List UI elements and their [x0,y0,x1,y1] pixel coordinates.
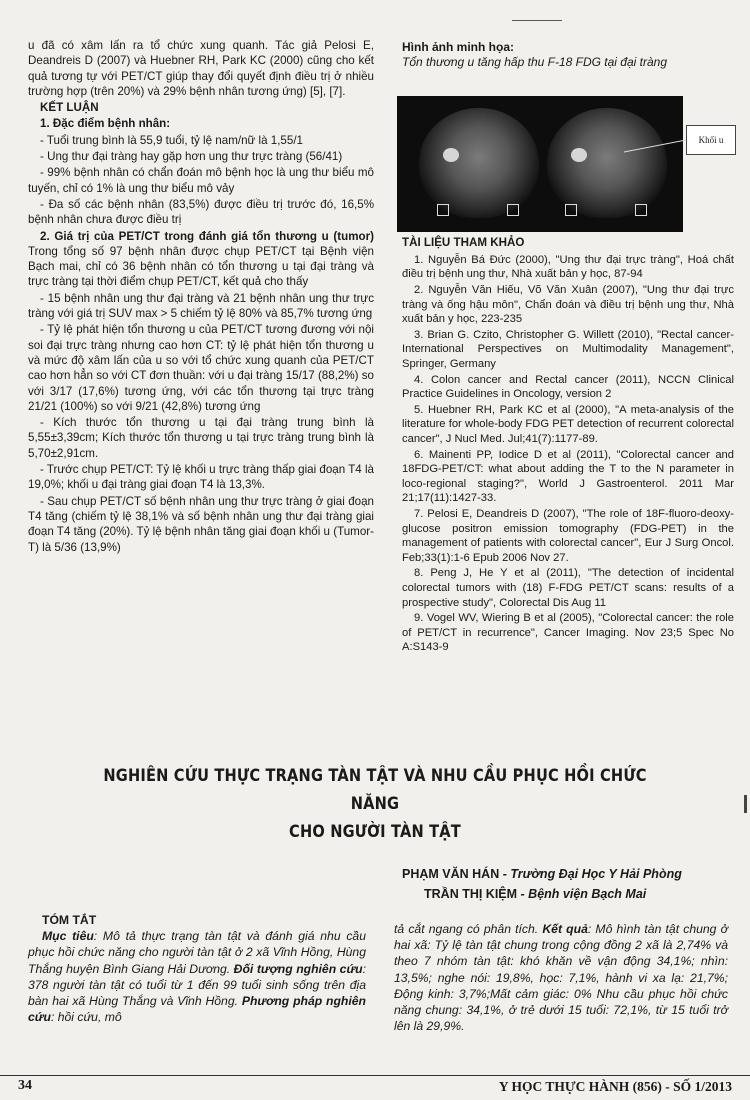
tumor-callout-label: Khối u [686,125,736,155]
s2-item: - 15 bệnh nhân ung thư đại tràng và 21 bệnh nhân ung thư trực tràng với giá trị SUV max > 5 chiếm tỷ lệ 80% và 85,7% tương ứng [28,291,374,321]
article-title-line1: NGHIÊN CỨU THỰC TRẠNG TÀN TẬT VÀ NHU CẦU PHỤC HỒI CHỨC NĂNG [103,766,647,814]
scan-marker-icon [565,204,577,216]
reference-item [402,507,734,565]
reference-item [402,328,734,372]
illustration-title: Hình ảnh minh họa: [402,40,514,54]
subjects-label: Đối tượng nghiên cứu [233,961,363,976]
results-label: Kết quả [542,922,588,936]
reference-number: 2. [414,284,424,297]
tumor-uptake-left [443,148,459,162]
article-title [78,762,671,846]
reference-item [402,566,734,610]
subjects-text: : 378 người tàn tật có tuổi từ 1 đến 99 tuổi sinh sống trên địa bàn hai xã Hùng Thắng và Vĩnh Hồng. [28,961,366,1009]
pet-ct-figure [397,96,683,232]
author-2-name: TRẦN THỊ KIỆM [424,887,518,901]
page-number: 34 [18,1078,32,1093]
s2-item: - Sau chụp PET/CT số bệnh nhân ung thư trực tràng ở giai đoạn T4 tăng (chiếm tỷ lệ 38,1% và số bệnh nhân ung thư đại tràng giai đoạn T4 tăng (20%). Tỷ lệ bệnh nhân tăng giai đoạn khối u (Tumor-T) là 5/36 (13,9%) [28,494,374,554]
reference-text: Nguyễn Bá Đức (2000), "Ung thư đại trực tràng", Hoá chất điều trị bệnh ung thư, Nhà xuất bản y học, 87-94 [402,253,734,281]
author-1 [380,864,725,884]
summary-body [28,928,366,1025]
author-1-affiliation: - Trường Đại Học Y Hải Phòng [499,867,682,881]
scan-marker-icon [437,204,449,216]
footer-rule [0,1075,750,1076]
author-2 [380,884,725,904]
section1-heading: 1. Đặc điểm bệnh nhân: [40,117,171,131]
s1-item: - Đa số các bệnh nhân (83,5%) được điều trị trước đó, 16,5% bệnh nhân chưa được điều trị [28,197,374,227]
s2-item: - Trước chụp PET/CT: Tỷ lệ khối u trực tràng thấp giai đoạn T4 là 19,0%; khối u đại tràng giai đoạn T4 là 13,3%. [28,463,374,492]
intro-paragraph: u đã có xâm lấn ra tổ chức xung quanh. Tác giả Pelosi E, Deandreis D (2007) và Huebner RH, Park KC (2000) cũng cho kết quả tương tự với PET/CT giúp thay đổi quyết định điều trị ở nhiều trường hợp (trên 20%) và 29% bệnh nhân tương ứng) [5], [7]. [28,39,374,98]
journal-name: Y HỌC THỰC HÀNH (856) - SỐ 1/2013 [498,1079,732,1094]
reference-text: Colon cancer and Rectal cancer (2011), NCCN Clinical Practice Guidelines in Oncology, version 2 [402,373,735,401]
s1-item: - Tuổi trung bình là 55,9 tuổi, tỷ lệ nam/nữ là 1,55/1 [40,133,303,147]
reference-number: 1. [414,253,424,266]
reference-text: Brian G. Czito, Christopher G. Willett (2010), "Rectal cancer-International Perspectives on Multimodality Management", Springer, Germany [402,328,735,371]
reference-item [402,611,734,655]
reference-number: 5. [414,403,424,416]
results-text: : Mô hình tàn tật chung ở hai xã: Tỷ lệ tàn tật chung trong cộng đồng 2 xã là 2,74% và theo 7 nhóm tàn tật: khó khăn về vận động 34,1%; nhìn: 13,5%; nghe nói: 19,8%, học: 7,1%, hành vi xa lạ: 21,7%; Động kinh: 3,7%;Mất cảm giác: 0% Nhu cầu phục hồi chức năng chung: 34,1%, ở trẻ dưới 15 tuổi: 72,1%, từ 15 tuổi trở lên là 29,9%. [394,922,728,1034]
reference-text: Pelosi E, Deandreis D (2007), "The role of 18F-fluoro-deoxy-glucose positron emission tomography (FDG-PET) in the management of patients with colorectal cancer", Eur J Surg Oncol. Feb;33(1):1-6 Epub 2006 Nov 27. [402,507,734,564]
authors-block [380,864,725,904]
reference-item [402,253,734,282]
section2-heading: 2. Giá trị của PET/CT trong đánh giá tổn thương u (tumor) [40,229,374,243]
author-2-affiliation: - Bệnh viện Bạch Mai [517,887,647,901]
s1-item: - Ung thư đại tràng hay gặp hơn ung thư trực tràng (56/41) [40,150,343,164]
reference-number: 7. [414,507,424,520]
reference-text: Nguyễn Văn Hiếu, Võ Văn Xuân (2007), "Ung thư đại trực tràng và ống hậu môn", Chẩn đoán và điều trị bệnh ung thư, Nhà xuất bản y học, 223-235 [402,284,734,326]
edge-mark [744,795,747,813]
method-label: Phương pháp nghiên cứu [28,994,366,1025]
abstract-right [394,921,728,1034]
s1-item: - 99% bệnh nhân có chẩn đoán mô bệnh học là ung thư biểu mô tuyến, chỉ có 1% là ung thư biểu mô vảy [28,166,374,195]
method-text: : hồi cứu, mô [50,1010,122,1025]
conclusion-heading: KẾT LUẬN [40,101,99,115]
method-continued: tả cắt ngang có phân tích. [394,922,543,936]
article-title-line2: CHO NGƯỜI TÀN TẬT [289,822,461,842]
reference-item [402,403,734,447]
ct-scan-right [547,108,667,218]
summary-heading: TÓM TẮT [42,913,97,927]
reference-number: 6. [414,448,424,461]
header-rule [512,20,562,21]
scan-marker-icon [635,204,647,216]
abstract-left [28,912,366,1025]
left-column [28,38,374,556]
illustration-caption: Tổn thương u tăng hấp thu F-18 FDG tại đại tràng [402,55,668,70]
ct-scan-left [419,108,539,218]
reference-item [402,448,734,506]
objective-text: : Mô tả thực trạng tàn tật và đánh giá nhu cầu phục hồi chức năng cho người tàn tật ở 2 xã Vĩnh Hồng, Hùng Thắng huyện Bình Giang Hải Dương. [28,929,366,976]
section2-paragraph [28,229,374,290]
s2-item: - Kích thước tổn thương u tại đại tràng trung bình là 5,55±3,39cm; Kích thước tổn thương u tại trực tràng trung bình là 5,70±2,91cm. [28,416,374,460]
section2-text: Trong tổng số 97 bệnh nhân được chụp PET/CT tại Bệnh viện Bạch mai, chỉ có 36 bệnh nhân có tổn thương u tại đại tràng và trực tràng tại thời điểm chụp PET/CT, kết quả cho thấy [28,244,374,289]
reference-number: 8. [414,567,424,580]
reference-item [402,373,734,402]
reference-item [402,283,734,327]
callout-arrow-icon [620,130,690,160]
reference-text: Vogel WV, Wiering B et al (2005), "Colorectal cancer: the role of PET/CT in recurrence", Cancer Imaging. Nov 23;5 Spec No A:S143-9 [402,612,735,654]
scan-marker-icon [507,204,519,216]
reference-number: 4. [414,373,424,386]
s2-item: - Tỷ lệ phát hiện tổn thương u của PET/CT tương đương với nội soi đại trực tràng nhưng cao hơn CT: tỷ lệ phát hiện tổn thương u và mức độ xâm lấn của u so với tổ chức xung quanh của PET/CT cao hơn hẳn so với CT đơn thuần: với u đại tràng 15/17 (88,2%) so với 3/17 (17,6%) tương ứng, với các tổn thương tại trực tràng 21/21 (100%) so với 9/21 (42,8%) tương ứng [28,323,375,413]
reference-text: Mainenti PP, Iodice D et al (2011), "Colorectal cancer and 18FDG-PET/CT: what about adding the T to the N parameter in loco-regional staging?", World J Gastroenterol. 2011 Mar 21;17(11):1427-33. [402,448,734,505]
reference-number: 9. [414,612,424,625]
reference-number: 3. [414,328,424,341]
reference-text: Peng J, He Y et al (2011), "The detection of incidental colorectal tumors with (18) F-FDG PET/CT scans: results of a prospective study", Colorectal Dis Aug 11 [402,567,734,609]
reference-list [402,253,734,655]
tumor-uptake-right [571,148,587,162]
objective-label: Mục tiêu [42,929,94,944]
author-1-name: PHẠM VĂN HÁN [402,867,500,881]
reference-text: Huebner RH, Park KC et al (2000), "A meta-analysis of the literature for whole-body FDG PET detection of recurrent colorectal cancer", J Nucl Med. Jul;41(7):1177-89. [402,403,734,446]
references-heading: TÀI LIỆU THAM KHẢO [402,235,525,249]
